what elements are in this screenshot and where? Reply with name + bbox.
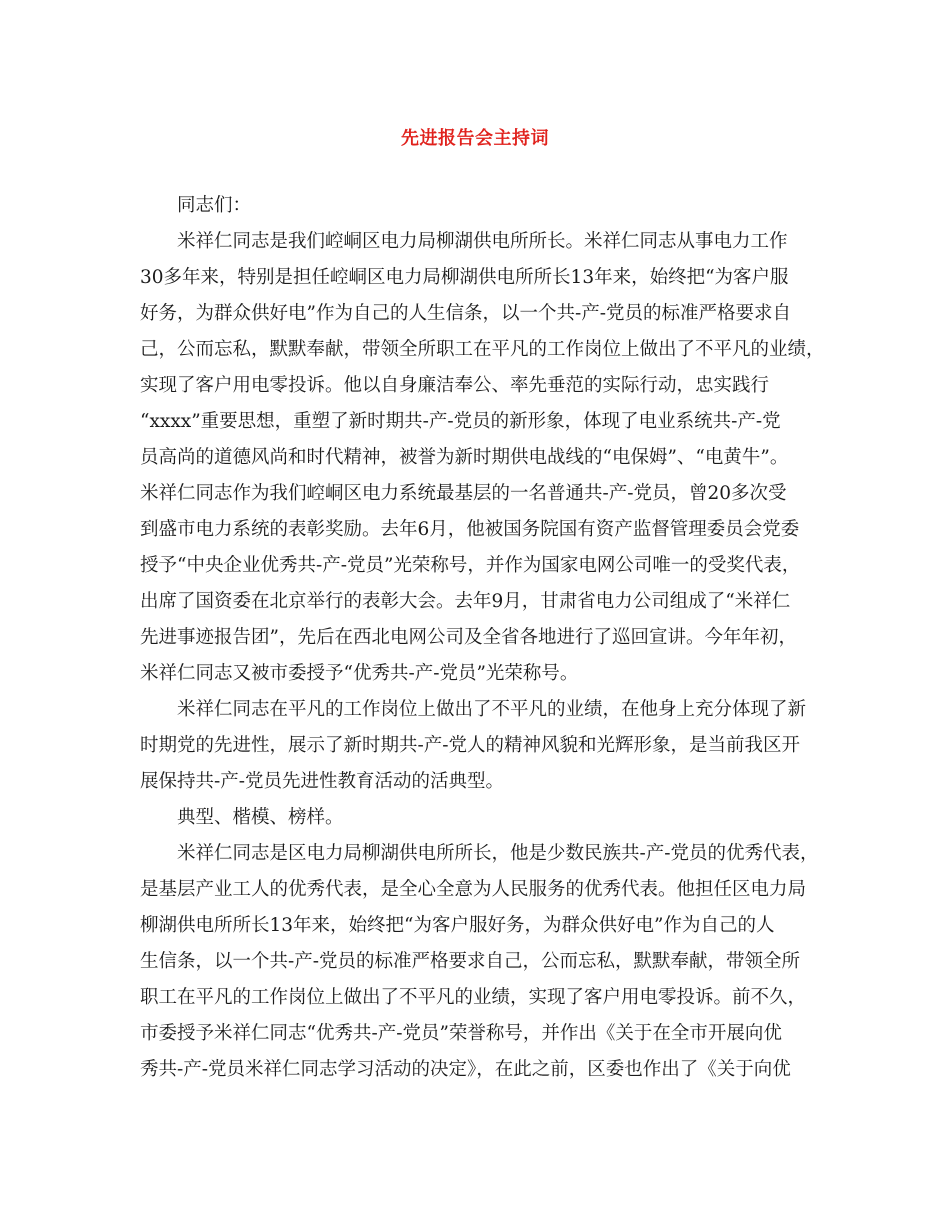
document-title: 先进报告会主持词	[401, 128, 549, 149]
text-line: 柳湖供电所所长13年来，始终把“为客户服好务，为群众供好电”作为自己的人	[140, 915, 775, 936]
text-line: 先进事迹报告团”，先后在西北电网公司及全省各地进行了巡回宣讲。今年年初，	[140, 627, 797, 648]
text-line: 到盛市电力系统的表彰奖励。去年6月，他被国务院国有资产监督管理委员会党委	[140, 519, 800, 540]
text-line: 米祥仁同志又被市委授予“优秀共-产-党员”光荣称号。	[140, 663, 579, 684]
text-line: 是基层产业工人的优秀代表，是全心全意为人民服务的优秀代表。他担任区电力局	[140, 879, 807, 900]
text-line: 授予“中央企业优秀共-产-党员”光荣称号，并作为国家电网公司唯一的受奖代表，	[140, 555, 801, 576]
text-line: “xxxx”重要思想，重塑了新时期共-产-党员的新形象，体现了电业系统共-产-党	[140, 411, 781, 432]
text-line: 展保持共-产-党员先进性教育活动的活典型。	[140, 771, 505, 792]
text-line: 时期党的先进性，展示了新时期共-产-党人的精神风貌和光辉形象，是当前我区开	[140, 735, 801, 756]
text-line: 30多年来，特别是担任崆峒区电力局柳湖供电所所长13年来，始终把“为客户服	[140, 267, 789, 288]
text-line: 实现了客户用电零投诉。他以自身廉洁奉公、率先垂范的实际行动，忠实践行	[140, 375, 770, 396]
text-line: 米祥仁同志在平凡的工作岗位上做出了不平凡的业绩，在他身上充分体现了新	[177, 699, 807, 720]
text-line: 出席了国资委在北京举行的表彰大会。去年9月，甘肃省电力公司组成了“米祥仁	[140, 591, 791, 612]
document-body	[140, 188, 830, 1088]
text-line: 市委授予米祥仁同志“优秀共-产-党员”荣誉称号，并作出《关于在全市开展向优	[140, 1023, 782, 1044]
text-line: 米祥仁同志作为我们崆峒区电力系统最基层的一名普通共-产-党员，曾20多次受	[140, 483, 787, 504]
text-line: 米祥仁同志是我们崆峒区电力局柳湖供电所所长。米祥仁同志从事电力工作	[177, 231, 788, 252]
text-line: 生信条，以一个共-产-党员的标准严格要求自己，公而忘私，默默奉献，带领全所	[140, 951, 801, 972]
text-line: 典型、楷模、榜样。	[177, 807, 344, 828]
text-line: 米祥仁同志是区电力局柳湖供电所所长，他是少数民族共-产-党员的优秀代表，	[177, 843, 819, 864]
text-line: 好务，为群众供好电”作为自己的人生信条，以一个共-产-党员的标准严格要求自	[140, 303, 791, 324]
text-line: 己，公而忘私，默默奉献，带领全所职工在平凡的工作岗位上做出了不平凡的业绩，	[140, 339, 825, 360]
text-line: 职工在平凡的工作岗位上做出了不平凡的业绩，实现了客户用电零投诉。前不久，	[140, 987, 807, 1008]
text-line: 员高尚的道德风尚和时代精神，被誉为新时期供电战线的“电保姆”、“电黄牛”。	[140, 447, 789, 468]
text-line: 秀共-产-党员米祥仁同志学习活动的决定》，在此之前，区委也作出了《关于向优	[140, 1059, 791, 1080]
text-line: 同志们：	[177, 195, 252, 216]
